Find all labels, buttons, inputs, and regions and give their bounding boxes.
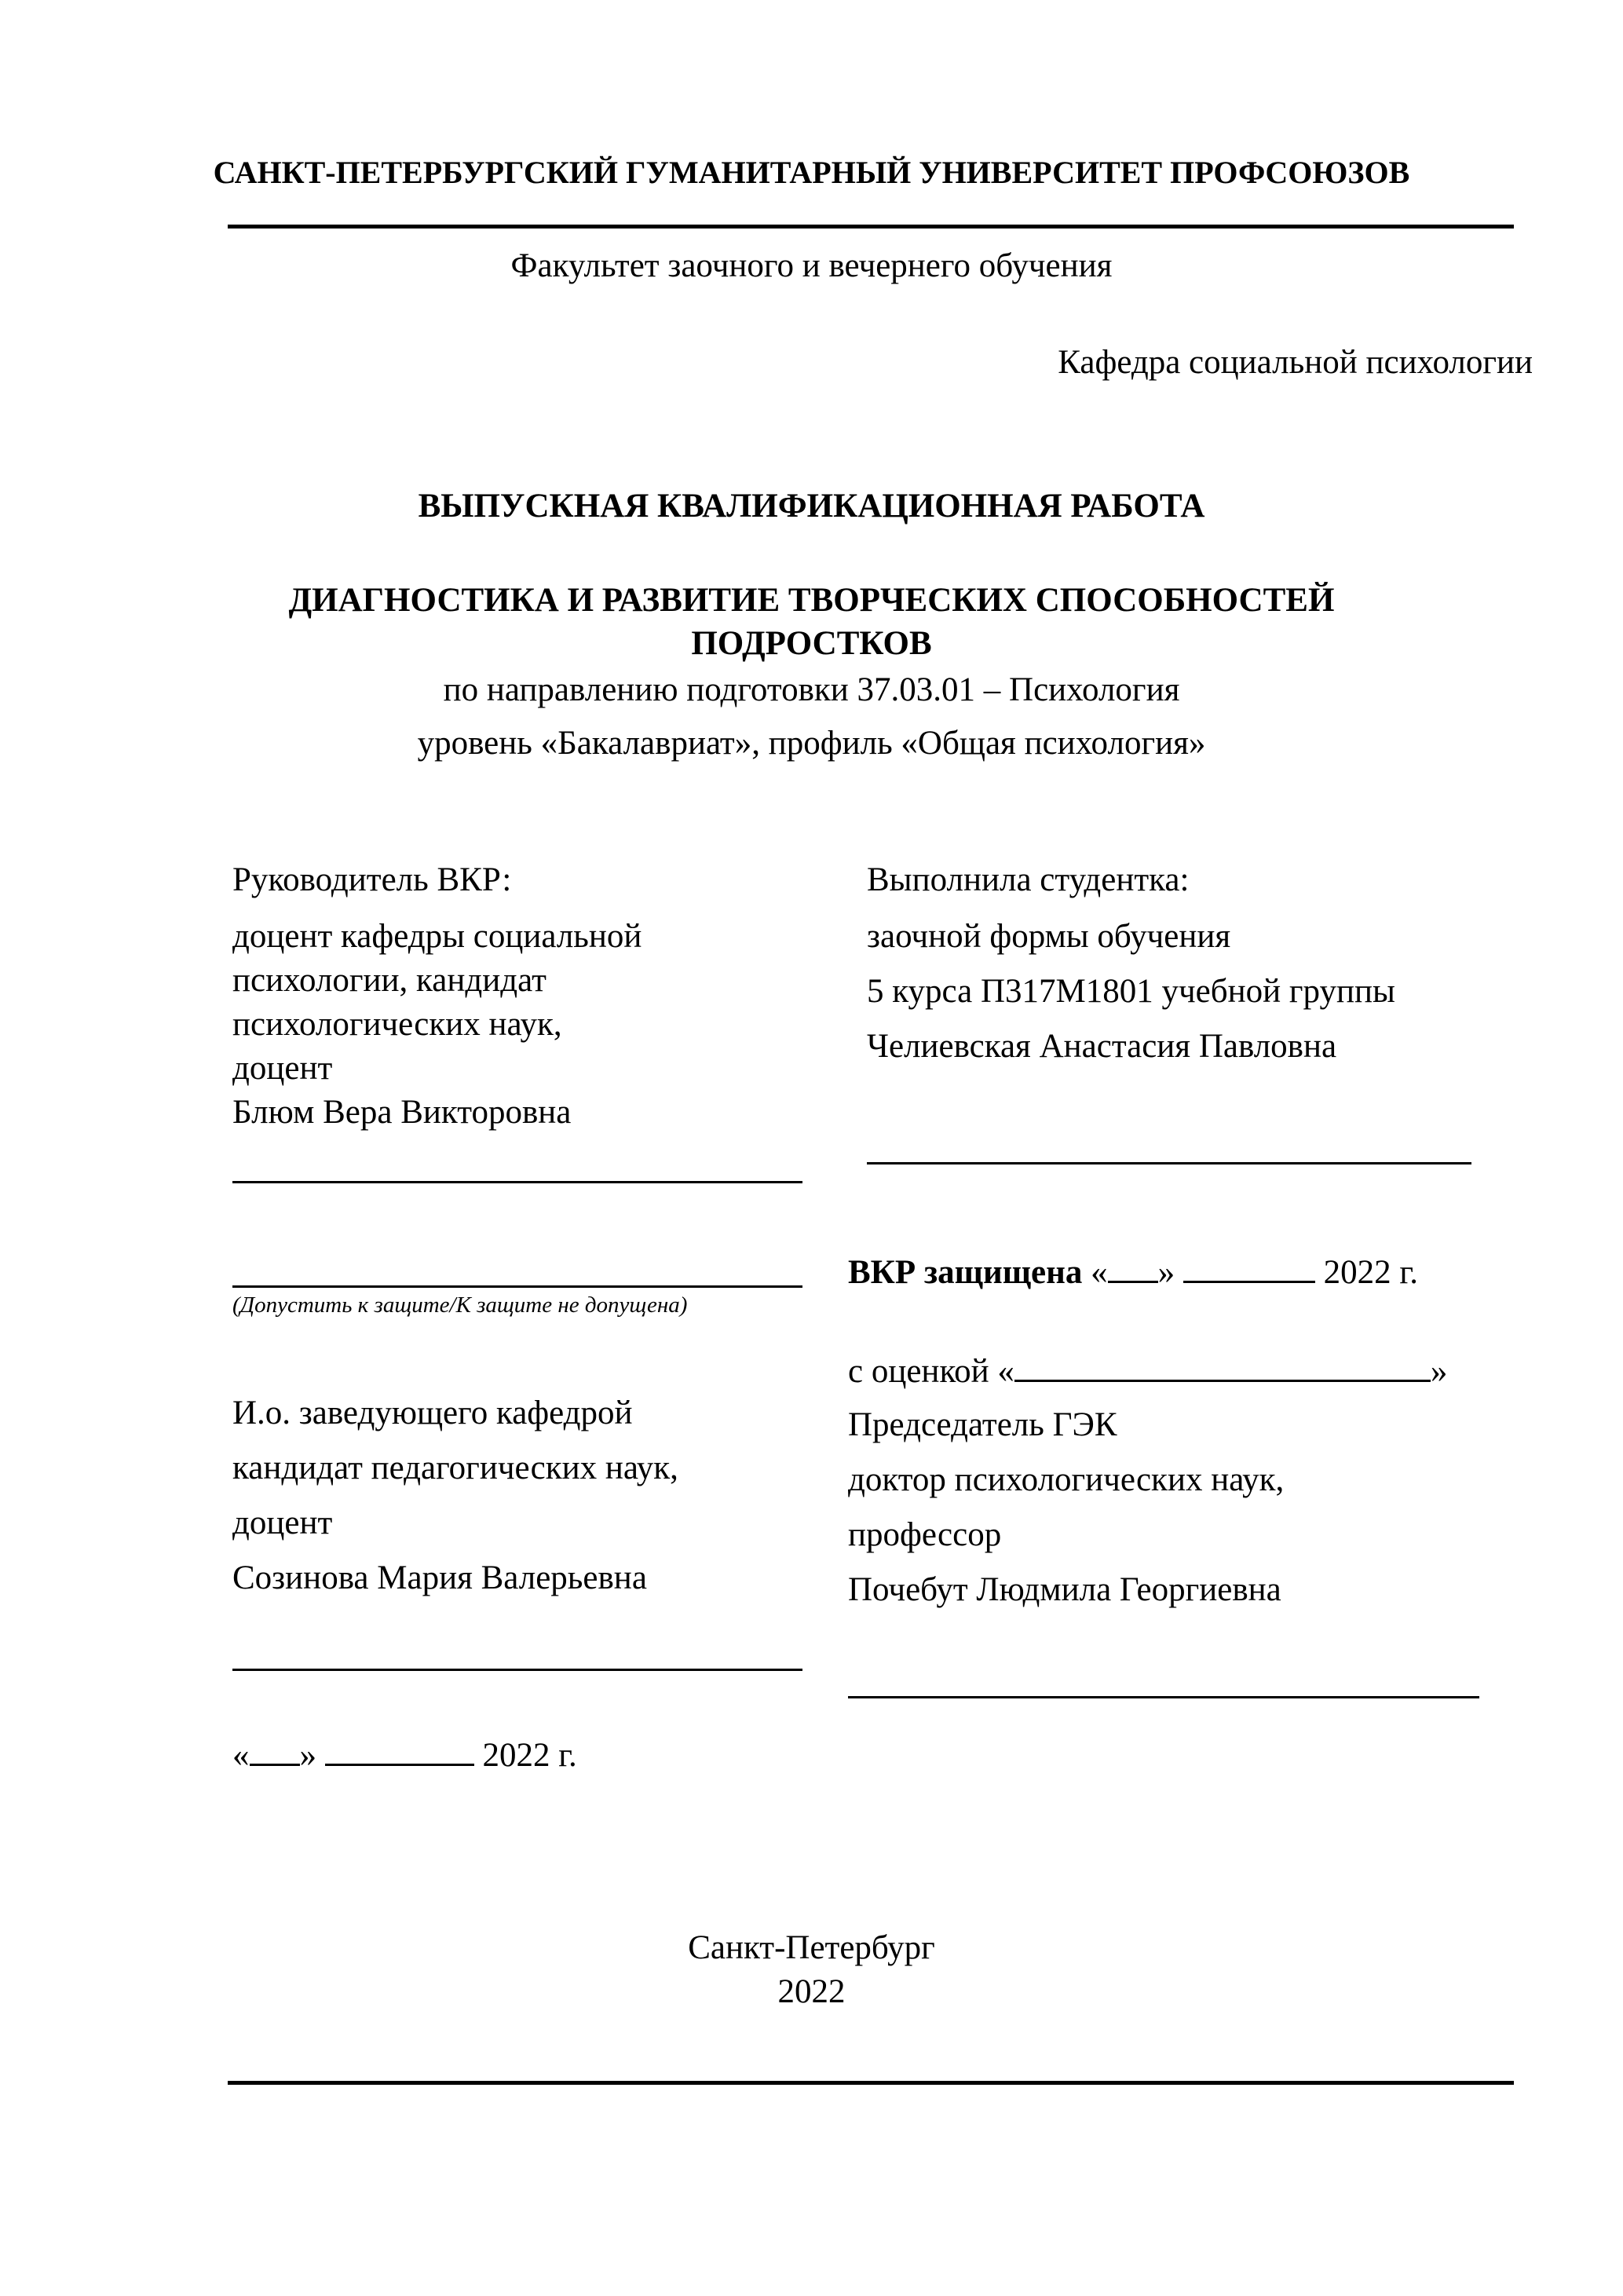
supervisor-position-line: доцент кафедры социальной <box>232 918 642 955</box>
defense-close-quote: » <box>1157 1254 1175 1291</box>
head-date-row <box>232 1737 577 1772</box>
admission-decision-line[interactable] <box>232 1285 802 1288</box>
student-signature-line[interactable] <box>867 1162 1471 1164</box>
grade-close-quote: » <box>1430 1353 1448 1390</box>
student-info-line: заочной формы обучения <box>867 918 1231 955</box>
head-day-field[interactable] <box>250 1737 300 1766</box>
head-signature-line[interactable] <box>232 1669 802 1671</box>
defense-open-quote: « <box>1091 1254 1108 1291</box>
gek-position-line: доктор психологических наук, <box>848 1461 1285 1498</box>
grade-field[interactable] <box>1014 1353 1431 1382</box>
topic-title-line2: ПОДРОСТКОВ <box>691 625 932 662</box>
student-info-line: 5 курса П317М1801 учебной группы <box>867 973 1395 1010</box>
supervisor-signature-line[interactable] <box>232 1181 802 1183</box>
footer-rule <box>228 2081 1514 2085</box>
gek-position-line: Председатель ГЭК <box>848 1406 1117 1443</box>
grade-row <box>848 1353 1447 1388</box>
footer-year: 2022 <box>777 1973 846 2010</box>
header-rule <box>228 225 1514 229</box>
study-level-profile: уровень «Бакалавриат», профиль «Общая психология» <box>417 725 1206 762</box>
defense-label: ВКР защищена <box>848 1254 1083 1291</box>
head-position-line: И.о. заведующего кафедрой <box>232 1395 633 1431</box>
student-name: Челиевская Анастасия Павловна <box>867 1028 1337 1065</box>
study-direction: по направлению подготовки 37.03.01 – Психология <box>443 671 1180 708</box>
supervisor-position-line: психологических наук, <box>232 1006 562 1043</box>
department-name: Кафедра социальной психологии <box>1058 344 1533 381</box>
topic-title-line1: ДИАГНОСТИКА И РАЗВИТИЕ ТВОРЧЕСКИХ СПОСОБНОСТЕЙ <box>288 582 1335 619</box>
gek-signature-line[interactable] <box>848 1696 1479 1698</box>
supervisor-position-line: доцент <box>232 1050 333 1087</box>
supervisor-name: Блюм Вера Викторовна <box>232 1094 572 1131</box>
faculty-name: Факультет заочного и вечернего обучения <box>510 247 1113 284</box>
head-month-field[interactable] <box>325 1737 474 1766</box>
supervisor-label: Руководитель ВКР: <box>232 861 512 898</box>
defense-month-field[interactable] <box>1183 1254 1315 1283</box>
student-label: Выполнила студентка: <box>867 861 1190 898</box>
supervisor-position-line: психологии, кандидат <box>232 962 546 999</box>
defense-date-row <box>848 1254 1418 1289</box>
head-date-open-quote: « <box>232 1737 250 1774</box>
defense-year: 2022 г. <box>1323 1254 1418 1291</box>
gek-chair-name: Почебут Людмила Георгиевна <box>848 1571 1281 1608</box>
footer-city: Санкт-Петербург <box>688 1929 935 1966</box>
head-position-line: доцент <box>232 1504 333 1541</box>
defense-day-field[interactable] <box>1108 1254 1158 1283</box>
grade-label: с оценкой « <box>848 1353 1014 1390</box>
gek-position-line: профессор <box>848 1516 1002 1553</box>
university-name: САНКТ-ПЕТЕРБУРГСКИЙ ГУМАНИТАРНЫЙ УНИВЕРСИТЕТ ПРОФСОЮЗОВ <box>213 155 1410 190</box>
head-name: Созинова Мария Валерьевна <box>232 1559 647 1596</box>
head-date-year: 2022 г. <box>482 1737 577 1774</box>
head-position-line: кандидат педагогических наук, <box>232 1450 678 1486</box>
work-type-title: ВЫПУСКНАЯ КВАЛИФИКАЦИОННАЯ РАБОТА <box>418 488 1205 525</box>
admission-caption: (Допустить к защите/К защите не допущена) <box>232 1292 688 1318</box>
head-date-close-quote: » <box>299 1737 316 1774</box>
